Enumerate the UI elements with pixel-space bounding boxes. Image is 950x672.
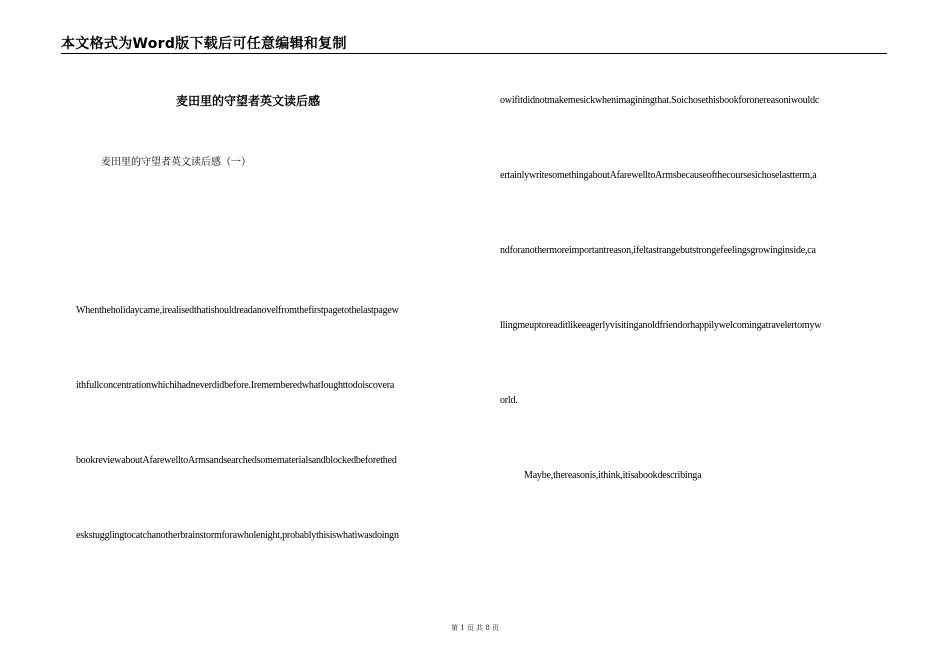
body-line-left-3: bookreviewaboutAfarewelltoArmsandsearchedsomematerialsandblockedbeforethed xyxy=(76,455,397,466)
body-line-right-1: owifitdidnotmakemesickwhenimaginingthat.Soichosethisbookforonereasoniwouldc xyxy=(500,95,820,106)
document-title: 麦田里的守望者英文读后感 xyxy=(176,94,321,108)
body-line-right-2: ertainlywritesomethingaboutAfarewelltoArmsbecauseofthecoursesichoselastterm,a xyxy=(500,170,817,181)
body-line-left-4: eskstugglingtocatchanotherbrainstormforawholenight,probablythisiswhatiwasdoingn xyxy=(76,530,399,541)
body-line-right-5: orld. xyxy=(500,395,518,406)
body-line-right-4: llingmeuptoreaditlikeeagerlyvisitinganoldfriendorhappilywelcomingatravelertomyw xyxy=(500,320,822,331)
document-banner: 本文格式为Word版下载后可任意编辑和复制 xyxy=(61,36,347,52)
page-number: 第 1 页 共 8 页 xyxy=(450,624,500,632)
body-line-left-2: ithfullconcentrationwhichihadneverdidbefore.IrememberedwhatIoughttodoiscovera xyxy=(76,380,395,391)
body-line-left-1: Whentheholidaycame,irealisedthatishouldreadanovelfromthefirstpagetothelastpagew xyxy=(76,305,399,316)
body-line-right-6: Maybe,thereasonis,ithink,itisabookdescribinga xyxy=(524,470,702,481)
header-divider xyxy=(61,53,887,54)
body-line-right-3: ndforanothermoreimportantreason,ifeltastrangebutstrongefeelingsgrowinginside,ca xyxy=(500,245,816,256)
section-heading: 麦田里的守望者英文读后感（一） xyxy=(101,157,251,168)
